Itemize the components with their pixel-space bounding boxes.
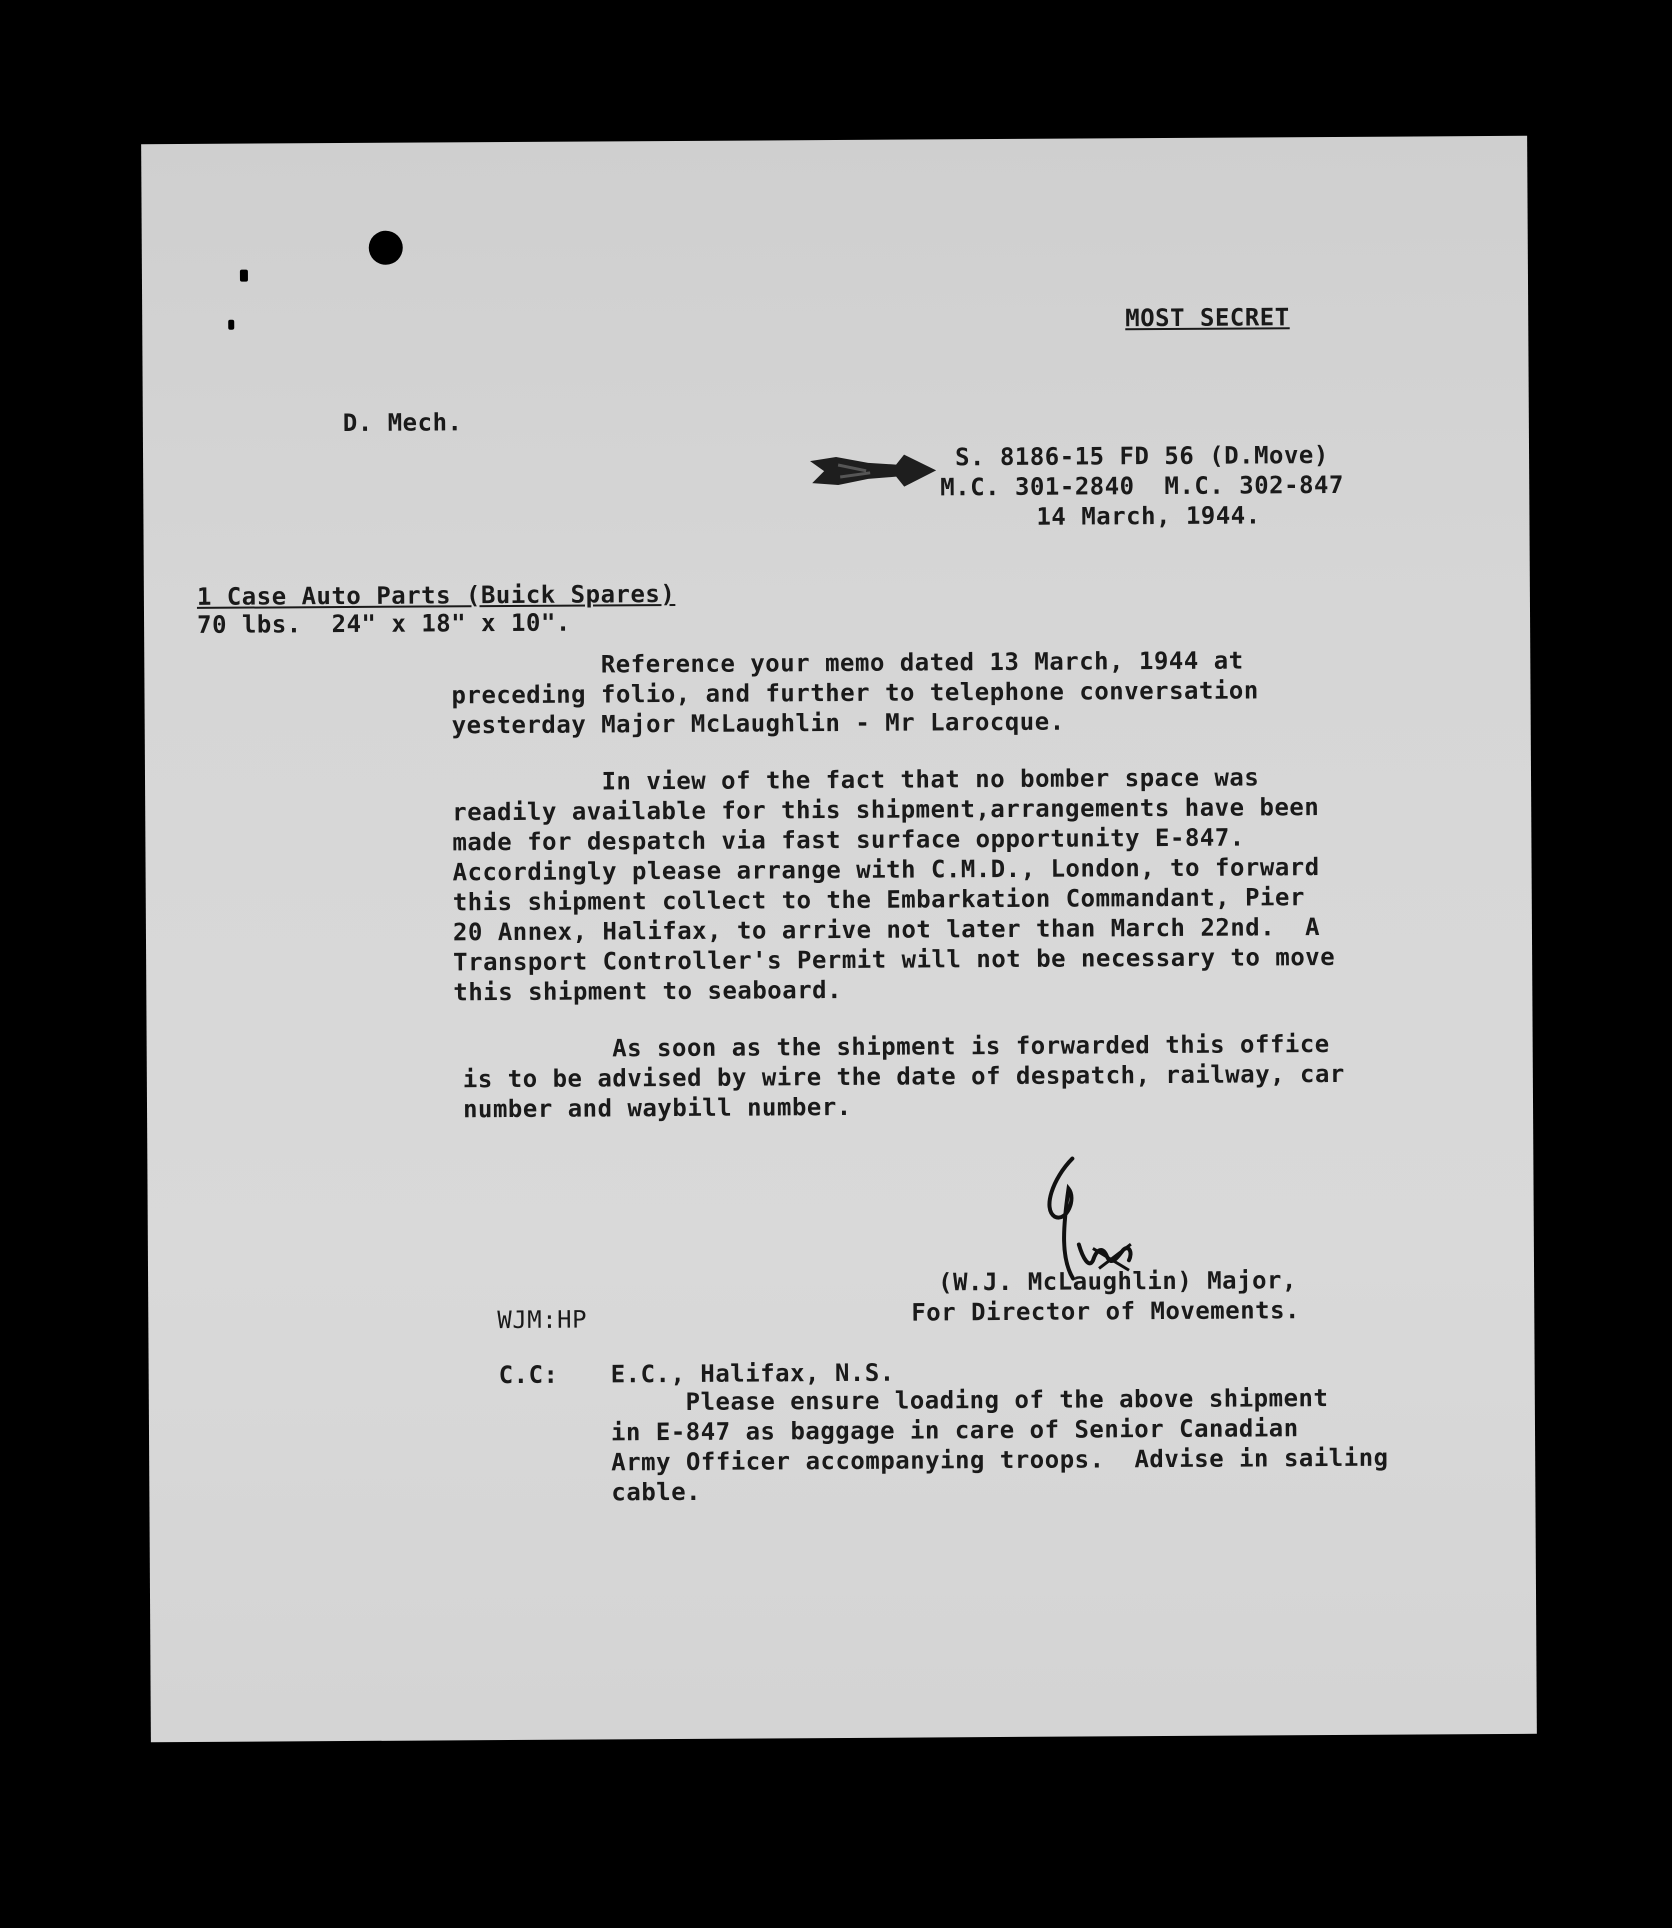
typist-initials: WJM:HP [497, 1305, 588, 1335]
cc-line: in E-847 as baggage in care of Senior Canadian [610, 1414, 1299, 1447]
margin-mark [228, 320, 234, 330]
cc-label: C.C: [498, 1360, 559, 1390]
classification-label: MOST SECRET [1125, 303, 1290, 333]
cc-line: Please ensure loading of the above shipment [610, 1384, 1329, 1417]
subject-line-2: 70 lbs. 24" x 18" x 10". [196, 608, 571, 639]
reference-line-1: S. 8186-15 FD 56 (D.Move) [954, 440, 1329, 472]
cc-recipient: E.C., Halifax, N.S. [610, 1358, 895, 1389]
arrow-stamp-icon [808, 442, 938, 495]
body-line: this shipment collect to the Embarkation Commandant, Pier [452, 883, 1305, 917]
body-line: 20 Annex, Halifax, to arrive not later than March 22nd. A [452, 913, 1321, 947]
document-page [141, 136, 1537, 1742]
subject-line-1: 1 Case Auto Parts (Buick Spares) [196, 579, 676, 611]
reference-line-2: M.C. 301-2840 M.C. 302-847 [940, 470, 1344, 502]
signatory-name: (W.J. McLaughlin) Major, [938, 1266, 1297, 1297]
margin-mark [240, 270, 248, 282]
signatory-title: For Director of Movements. [911, 1296, 1301, 1327]
body-line: readily available for this shipment,arrangements have been [452, 793, 1320, 827]
body-line: this shipment to seaboard. [453, 975, 843, 1007]
body-line: In view of the fact that no bomber space was [451, 763, 1260, 797]
body-line: As soon as the shipment is forwarded this office [462, 1030, 1330, 1064]
body-line: Reference your memo dated 13 March, 1944 at [451, 646, 1244, 680]
body-line: number and waybill number. [462, 1092, 852, 1124]
body-line: is to be advised by wire the date of despatch, railway, car [462, 1059, 1345, 1094]
punch-hole [369, 231, 403, 265]
body-line: yesterday Major McLaughlin - Mr Larocque. [451, 707, 1065, 740]
document-date: 14 March, 1944. [1036, 501, 1261, 531]
addressee: D. Mech. [342, 408, 463, 438]
cc-line: cable. [611, 1477, 702, 1507]
body-line: Accordingly please arrange with C.M.D., London, to forward [452, 853, 1320, 887]
body-line: preceding folio, and further to telephone conversation [451, 676, 1259, 710]
body-line: Transport Controller's Permit will not be necessary to move [453, 942, 1336, 977]
cc-line: Army Officer accompanying troops. Advise in sailing [611, 1443, 1389, 1477]
body-line: made for despatch via fast surface opportunity E-847. [452, 823, 1245, 857]
